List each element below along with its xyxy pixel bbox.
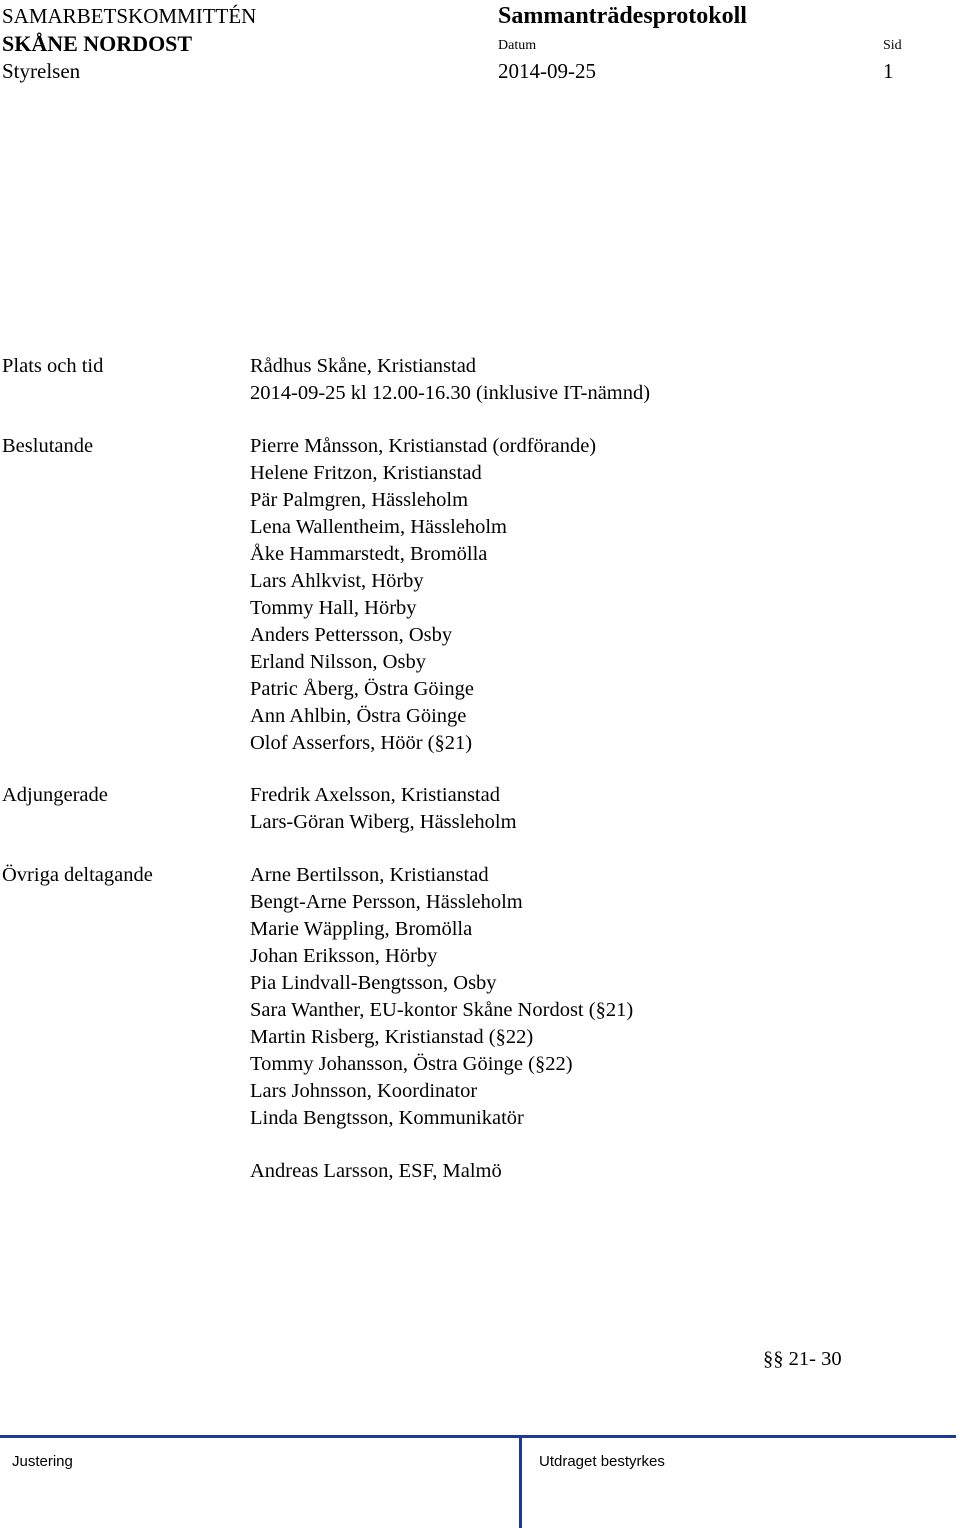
unit-name: Styrelsen xyxy=(2,59,81,83)
list-item: Åke Hammarstedt, Bromölla xyxy=(250,543,488,565)
date-label: Datum xyxy=(498,38,537,53)
footer-top-rule xyxy=(0,1435,956,1438)
list-item: Arne Bertilsson, Kristianstad xyxy=(250,864,489,886)
document-title: Sammanträdesprotokoll xyxy=(498,3,747,29)
list-item: Olof Asserfors, Höör (§21) xyxy=(250,732,473,754)
org-name-line2: SKÅNE NORDOST xyxy=(2,31,193,56)
list-item: Ann Ahlbin, Östra Göinge xyxy=(250,705,467,727)
page-label: Sid xyxy=(883,38,902,53)
list-item: Fredrik Axelsson, Kristianstad xyxy=(250,784,500,806)
list-item: Patric Åberg, Östra Göinge xyxy=(250,678,474,700)
list-item: Helene Fritzon, Kristianstad xyxy=(250,462,482,484)
justering-label: Justering xyxy=(12,1453,73,1470)
list-item: Erland Nilsson, Osby xyxy=(250,651,426,673)
list-item: Lars Ahlkvist, Hörby xyxy=(250,570,424,592)
list-item: Tommy Johansson, Östra Göinge (§22) xyxy=(250,1053,573,1075)
adjungerade-label: Adjungerade xyxy=(2,784,108,806)
ovriga-extra: Andreas Larsson, ESF, Malmö xyxy=(250,1160,502,1182)
list-item: Linda Bengtsson, Kommunikatör xyxy=(250,1107,524,1129)
plats-line: Rådhus Skåne, Kristianstad xyxy=(250,355,477,377)
page-value: 1 xyxy=(883,59,894,83)
beslutande-list xyxy=(250,433,596,757)
list-item: Pär Palmgren, Hässleholm xyxy=(250,489,469,511)
paragraph-range: §§ 21- 30 xyxy=(763,1348,842,1370)
list-item: Lars-Göran Wiberg, Hässleholm xyxy=(250,811,517,833)
beslutande-label: Beslutande xyxy=(2,435,94,457)
adjungerade-list xyxy=(250,782,517,836)
list-item: Pierre Månsson, Kristianstad (ordförande) xyxy=(250,435,597,457)
utdrag-label: Utdraget bestyrkes xyxy=(539,1453,665,1470)
list-item: Bengt-Arne Persson, Hässleholm xyxy=(250,891,523,913)
list-item: Tommy Hall, Hörby xyxy=(250,597,417,619)
list-item: Lena Wallentheim, Hässleholm xyxy=(250,516,508,538)
ovriga-label: Övriga deltagande xyxy=(2,864,153,886)
ovriga-list xyxy=(250,862,633,1132)
list-item: Anders Pettersson, Osby xyxy=(250,624,453,646)
plats-line: 2014-09-25 kl 12.00-16.30 (inklusive IT-nämnd) xyxy=(250,382,651,404)
plats-lines xyxy=(250,353,650,407)
plats-label: Plats och tid xyxy=(2,355,104,377)
date-value: 2014-09-25 xyxy=(498,59,596,83)
list-item: Pia Lindvall-Bengtsson, Osby xyxy=(250,972,497,994)
footer-divider xyxy=(519,1435,522,1528)
list-item: Johan Eriksson, Hörby xyxy=(250,945,438,967)
list-item: Lars Johnsson, Koordinator xyxy=(250,1080,478,1102)
list-item: Martin Risberg, Kristianstad (§22) xyxy=(250,1026,534,1048)
list-item: Marie Wäppling, Bromölla xyxy=(250,918,473,940)
org-name-line1: SAMARBETSKOMMITTÉN xyxy=(2,4,257,28)
list-item: Sara Wanther, EU-kontor Skåne Nordost (§21) xyxy=(250,999,634,1021)
